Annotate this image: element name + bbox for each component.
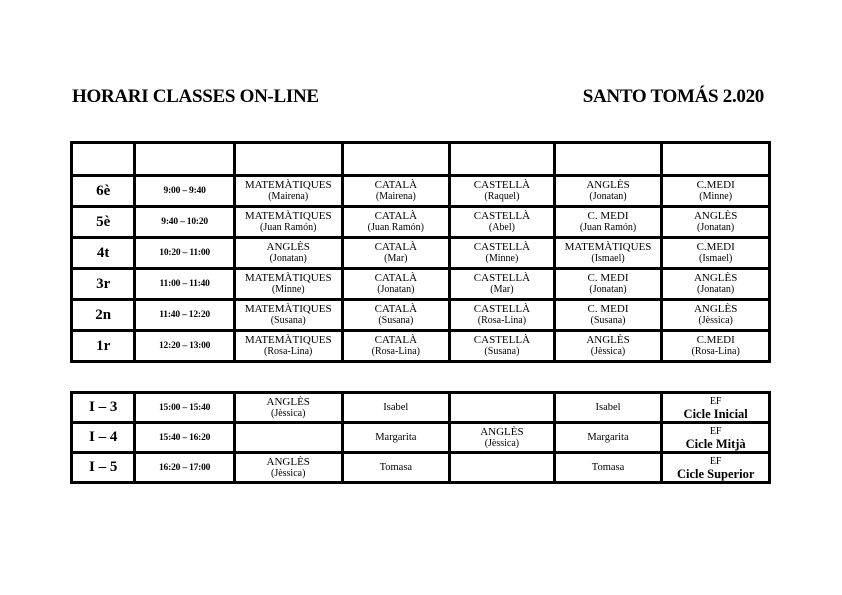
subject-label: CATALÀ xyxy=(374,179,418,191)
class-cell xyxy=(344,177,449,205)
teacher-label: (Raquel) xyxy=(484,191,520,202)
table-row xyxy=(73,301,768,329)
class-cell xyxy=(451,270,553,298)
curs-cell: I – 3 xyxy=(73,394,133,421)
teacher-label: (Rosa-Lina) xyxy=(691,346,740,357)
class-cell xyxy=(344,454,449,481)
class-cell xyxy=(451,424,553,451)
curs-cell: 1r xyxy=(73,332,133,360)
teacher-label: (Rosa-Lina) xyxy=(477,315,527,326)
hora-cell: 15:40 – 16:20 xyxy=(136,424,233,451)
table-row xyxy=(73,239,768,267)
class-cell xyxy=(663,394,768,421)
teacher-label: (Minne) xyxy=(699,191,733,202)
teacher-label: (Jèssica) xyxy=(270,407,306,419)
curs-cell: 6è xyxy=(73,177,133,205)
table-row xyxy=(73,394,768,421)
class-cell xyxy=(663,177,768,205)
class-cell xyxy=(236,270,341,298)
teacher-label: Isabel xyxy=(595,402,621,413)
subject-label: ANGLÈS xyxy=(266,395,310,408)
teacher-label: (Juan Ramón) xyxy=(260,222,317,233)
class-cell xyxy=(556,454,661,481)
class-cell xyxy=(663,301,768,329)
class-cell xyxy=(556,208,661,236)
subject-label: MATEMÀTIQUES xyxy=(244,303,332,315)
page-title: HORARI CLASSES ON-LINE xyxy=(72,86,319,107)
column-header-curs: Curs xyxy=(73,144,133,174)
subject-label: CASTELLÀ xyxy=(473,179,531,191)
class-cell xyxy=(236,177,341,205)
teacher-label: (Susana) xyxy=(270,315,306,326)
curs-cell: I – 5 xyxy=(73,454,133,481)
teacher-label: (Abel) xyxy=(488,222,515,233)
subject-label: CATALÀ xyxy=(374,210,418,222)
class-cell xyxy=(663,454,768,481)
teacher-label: (Mar) xyxy=(490,284,514,295)
subject-label: MATEMÀTIQUES xyxy=(564,241,652,253)
teacher-label: (Mairena) xyxy=(268,191,309,202)
teacher-label: (Jonatan) xyxy=(589,284,627,295)
column-header-hora: Hora xyxy=(136,144,233,174)
class-cell xyxy=(451,301,553,329)
subject-label: CATALÀ xyxy=(374,241,418,253)
class-cell xyxy=(236,394,341,421)
subject-label: ANGLÈS xyxy=(480,425,524,438)
table-row xyxy=(73,454,768,481)
subject-label: C. MEDI xyxy=(587,303,629,315)
class-cell xyxy=(344,424,449,451)
class-cell xyxy=(556,270,661,298)
header-row xyxy=(73,144,768,174)
teacher-label: (Mar) xyxy=(384,253,408,264)
subject-label: EF xyxy=(709,455,722,467)
hora-cell: 11:00 – 11:40 xyxy=(136,270,233,298)
class-cell xyxy=(556,394,661,421)
curs-cell: 3r xyxy=(73,270,133,298)
hora-cell: 11:40 – 12:20 xyxy=(136,301,233,329)
class-cell xyxy=(344,301,449,329)
teacher-label: Margarita xyxy=(375,432,417,443)
class-cell xyxy=(344,332,449,360)
class-cell xyxy=(556,424,661,451)
class-cell xyxy=(663,424,768,451)
teacher-label: (Jonatan) xyxy=(697,284,735,295)
subject-label: C.MEDI xyxy=(696,334,735,346)
teacher-label: (Minne) xyxy=(485,253,519,264)
class-cell xyxy=(556,301,661,329)
subject-label: ANGLÈS xyxy=(693,303,738,315)
hora-cell: 15:00 – 15:40 xyxy=(136,394,233,421)
subject-label: C.MEDI xyxy=(696,179,735,191)
teacher-label: (Jonatan) xyxy=(377,284,415,295)
column-header-dimarts: Dimarts xyxy=(344,144,449,174)
teacher-label: (Jèssica) xyxy=(484,437,520,449)
teacher-label: (Ismael) xyxy=(699,253,733,264)
teacher-label: (Rosa-Lina) xyxy=(264,346,313,357)
teacher-label: Tomasa xyxy=(591,462,625,473)
subject-label: ANGLÈS xyxy=(586,334,630,346)
subject-label: ANGLÈS xyxy=(266,455,310,468)
teacher-label: Isabel xyxy=(383,402,409,413)
table-row xyxy=(73,177,768,205)
subject-label: EF xyxy=(709,395,722,407)
table-row xyxy=(73,332,768,360)
class-cell xyxy=(451,239,553,267)
curs-cell: 5è xyxy=(73,208,133,236)
teacher-label: (Jèssica) xyxy=(590,346,626,357)
teacher-label: (Jonatan) xyxy=(589,191,627,202)
subject-label: CATALÀ xyxy=(374,334,418,346)
column-header-dijous: Dijous xyxy=(556,144,661,174)
school-name: SANTO TOMÁS 2.020 xyxy=(582,86,764,107)
subject-label: CATALÀ xyxy=(374,272,418,284)
curs-cell: 2n xyxy=(73,301,133,329)
subject-label: ANGLÈS xyxy=(266,241,310,253)
teacher-label: (Rosa-Lina) xyxy=(371,346,420,357)
teacher-label: (Susana) xyxy=(378,315,414,326)
class-cell xyxy=(344,270,449,298)
cycle-label: Cicle Inicial xyxy=(683,406,748,421)
class-cell xyxy=(556,332,661,360)
subject-label: CASTELLÀ xyxy=(473,334,531,346)
curs-cell: 4t xyxy=(73,239,133,267)
class-cell xyxy=(344,394,449,421)
teacher-label: (Susana) xyxy=(590,315,626,326)
subject-label: C. MEDI xyxy=(587,210,629,222)
teacher-label: (Ismael) xyxy=(591,253,625,264)
teacher-label: (Juan Ramón) xyxy=(367,222,425,233)
curs-cell: I – 4 xyxy=(73,424,133,451)
morning-schedule-table xyxy=(70,141,771,363)
class-cell xyxy=(236,424,341,451)
teacher-label: (Jonatan) xyxy=(269,253,307,264)
subject-label: C.MEDI xyxy=(696,241,735,253)
table-row xyxy=(73,424,768,451)
class-cell xyxy=(663,332,768,360)
subject-label: ANGLÈS xyxy=(586,179,630,191)
teacher-label: (Minne) xyxy=(271,284,305,295)
class-cell xyxy=(663,239,768,267)
hora-cell: 9:00 – 9:40 xyxy=(136,177,233,205)
column-header-dimecres: Dimecres xyxy=(451,144,553,174)
teacher-label: Margarita xyxy=(587,432,629,443)
teacher-label: Tomasa xyxy=(379,462,413,473)
class-cell xyxy=(451,454,553,481)
subject-label: MATEMÀTIQUES xyxy=(244,210,332,222)
teacher-label: (Juan Ramón) xyxy=(579,222,637,233)
class-cell xyxy=(451,208,553,236)
subject-label: MATEMÀTIQUES xyxy=(244,334,332,346)
subject-label: ANGLÈS xyxy=(693,210,738,222)
class-cell xyxy=(451,177,553,205)
subject-label: CASTELLÀ xyxy=(473,272,531,284)
subject-label: CASTELLÀ xyxy=(473,210,531,222)
teacher-label: (Susana) xyxy=(484,346,520,357)
class-cell xyxy=(236,332,341,360)
afternoon-schedule-table xyxy=(70,391,771,484)
column-header-dilluns: Dilluns xyxy=(236,144,341,174)
cycle-label: Cicle Mitjà xyxy=(685,436,746,451)
class-cell xyxy=(556,177,661,205)
teacher-label: (Jèssica) xyxy=(698,315,733,326)
teacher-label: (Mairena) xyxy=(375,191,416,202)
class-cell xyxy=(663,208,768,236)
subject-label: C. MEDI xyxy=(587,272,629,284)
subject-label: EF xyxy=(709,425,722,437)
hora-cell: 10:20 – 11:00 xyxy=(136,239,233,267)
class-cell xyxy=(344,208,449,236)
subject-label: MATEMÀTIQUES xyxy=(244,272,332,284)
teacher-label: (Jonatan) xyxy=(697,222,735,233)
subject-label: CATALÀ xyxy=(374,303,418,315)
cycle-label: Cicle Superior xyxy=(676,466,755,481)
class-cell xyxy=(236,454,341,481)
table-row xyxy=(73,208,768,236)
class-cell xyxy=(236,208,341,236)
hora-cell: 12:20 – 13:00 xyxy=(136,332,233,360)
hora-cell: 16:20 – 17:00 xyxy=(136,454,233,481)
table-row xyxy=(73,270,768,298)
hora-cell: 9:40 – 10:20 xyxy=(136,208,233,236)
column-header-divendres: Divendres xyxy=(663,144,768,174)
class-cell xyxy=(236,301,341,329)
subject-label: CASTELLÀ xyxy=(473,241,531,253)
class-cell xyxy=(344,239,449,267)
subject-label: CASTELLÀ xyxy=(473,303,531,315)
subject-label: ANGLÈS xyxy=(693,272,738,284)
subject-label: MATEMÀTIQUES xyxy=(244,179,332,191)
class-cell xyxy=(663,270,768,298)
class-cell xyxy=(451,332,553,360)
class-cell xyxy=(556,239,661,267)
class-cell xyxy=(236,239,341,267)
teacher-label: (Jèssica) xyxy=(270,467,306,479)
class-cell xyxy=(451,394,553,421)
